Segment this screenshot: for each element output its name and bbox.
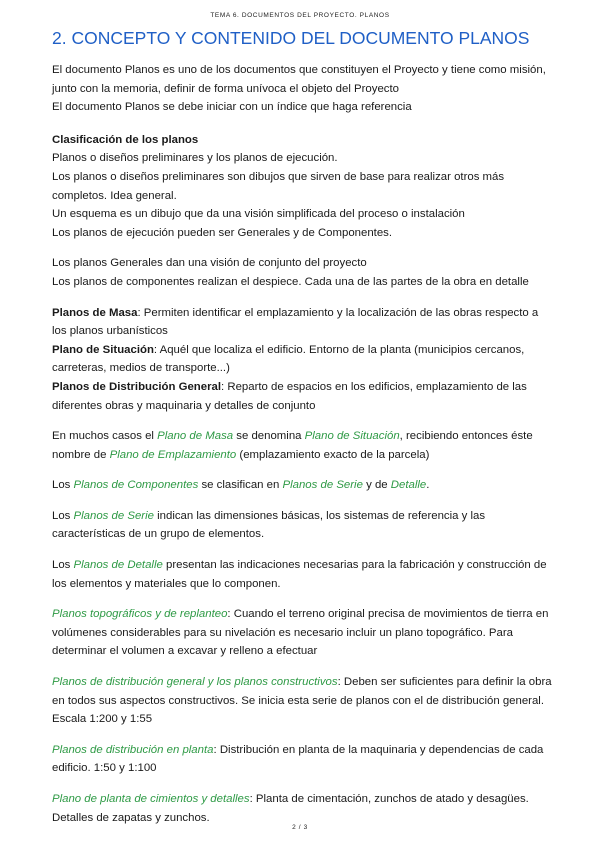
classification-line-4: Los planos de ejecución pueden ser Generales y de Componentes. xyxy=(52,226,393,239)
definition-situacion xyxy=(52,341,552,378)
classification-line-3: Un esquema es un dibujo que da una visión simplificada del proceso o instalación xyxy=(52,208,465,221)
definition-situacion-text: : Aquél que localiza el edificio. Entorno de la planta (municipios cercanos, carreteras, medios de transporte...) xyxy=(52,343,525,375)
term-planos-constructivos: Planos de distribución general y los planos constructivos xyxy=(52,676,338,689)
paragraph-cimientos xyxy=(52,790,552,827)
term-plano-masa: Plano de Masa xyxy=(157,430,234,443)
text-span: , recibiendo entonces éste nombre de xyxy=(52,430,533,461)
general-line-1: Los planos Generales dan una visión de conjunto del proyecto xyxy=(52,257,367,270)
term-planos-detalle: Planos de Detalle xyxy=(73,559,163,572)
text-span: En muchos casos el xyxy=(52,430,158,443)
text-span: : Deben ser suficientes para definir la obra en todos sus aspectos constructivos. Se inicia esta serie de planos con el de distribución general. Escala 1:200 y 1:55 xyxy=(52,676,552,726)
paragraph-planta xyxy=(52,741,552,778)
document-body xyxy=(52,61,552,827)
general-line-2: Los planos de componentes realizan el despiece. Cada una de las partes de la obra en detalle xyxy=(52,275,529,288)
classification-heading: Clasificación de los planos xyxy=(52,133,199,146)
term-plano-cimientos: Plano de planta de cimientos y detalles xyxy=(52,793,250,805)
text-span: Los xyxy=(52,559,74,572)
classification-line-1: Planos o diseños preliminares y los planos de ejecución. xyxy=(52,152,338,165)
term-plano-emplazamiento: Plano de Emplazamiento xyxy=(109,448,237,461)
text-span: y de xyxy=(362,479,391,492)
term-planos-serie: Planos de Serie xyxy=(282,479,363,492)
text-span: : Cuando el terreno original precisa de movimientos de tierra en volúmenes considerables para su nivelación es necesario incluir un plano topográfico. Para determinar el volumen a excavar y relleno a efectuar xyxy=(52,608,549,658)
paragraph-componentes xyxy=(52,476,552,495)
paragraph-topograficos xyxy=(52,605,552,661)
text-span: : Planta de cimentación, zunchos de atado y desagües. Detalles de zapatas y zunchos. xyxy=(52,793,529,824)
page-title: 2. CONCEPTO Y CONTENIDO DEL DOCUMENTO PLANOS xyxy=(52,28,530,48)
text-span: Los xyxy=(52,479,74,492)
definition-distribucion-term: Planos de Distribución General xyxy=(52,380,222,393)
term-detalle: Detalle xyxy=(390,479,427,492)
page-number: 2 / 3 xyxy=(292,824,308,831)
term-planos-componentes: Planos de Componentes xyxy=(73,479,199,492)
text-span: Los xyxy=(52,509,74,522)
definition-masa-term: Planos de Masa xyxy=(52,306,138,319)
page-header: TEMA 6. DOCUMENTOS DEL PROYECTO. PLANOS xyxy=(210,12,390,19)
text-span: . xyxy=(426,479,430,492)
classification-line-2: Los planos o diseños preliminares son dibujos que sirven de base para realizar otros más completos. Idea general. xyxy=(52,170,505,202)
text-span: indican las dimensiones básicas, los sistemas de referencia y las características de un grupo de elementos. xyxy=(52,509,486,541)
text-span: : Distribución en planta de la maquinaria y dependencias de cada edificio. 1:50 y 1:100 xyxy=(52,743,544,775)
text-span: se clasifican en xyxy=(198,479,283,492)
definition-situacion-term: Plano de Situación xyxy=(52,343,154,356)
text-span: (emplazamiento exacto de la parcela) xyxy=(236,448,430,461)
paragraph-serie xyxy=(52,507,552,544)
definition-distribucion xyxy=(52,378,552,415)
text-span: presentan las indicaciones necesarias para la fabricación y construcción de los elementos y materiales que lo componen. xyxy=(52,559,547,590)
term-planos-planta: Planos de distribución en planta xyxy=(52,743,214,756)
term-planos-topograficos: Planos topográficos y de replanteo xyxy=(52,608,228,621)
intro-paragraph-1: El documento Planos es uno de los documentos que constituyen el Proyecto y tiene como misión, junto con la memoria, definir de forma unívoca el objeto del Proyecto xyxy=(52,64,546,95)
definition-masa-text: : Permiten identificar el emplazamiento y la localización de las obras respecto a los planos urbanísticos xyxy=(52,306,539,338)
definition-distribucion-text: : Reparto de espacios en los edificios, emplazamiento de las diferentes obras y maquinaria y detalles de conjunto xyxy=(52,380,527,412)
paragraph-constructivos xyxy=(52,673,552,729)
text-span: se denomina xyxy=(233,430,305,443)
term-plano-situacion: Plano de Situación xyxy=(304,430,400,443)
term-planos-serie: Planos de Serie xyxy=(73,509,154,522)
intro-paragraph-2: El documento Planos se debe iniciar con un índice que haga referencia xyxy=(52,101,412,114)
definition-masa xyxy=(52,304,552,341)
paragraph-emplazamiento xyxy=(52,427,552,464)
paragraph-detalle xyxy=(52,556,552,593)
